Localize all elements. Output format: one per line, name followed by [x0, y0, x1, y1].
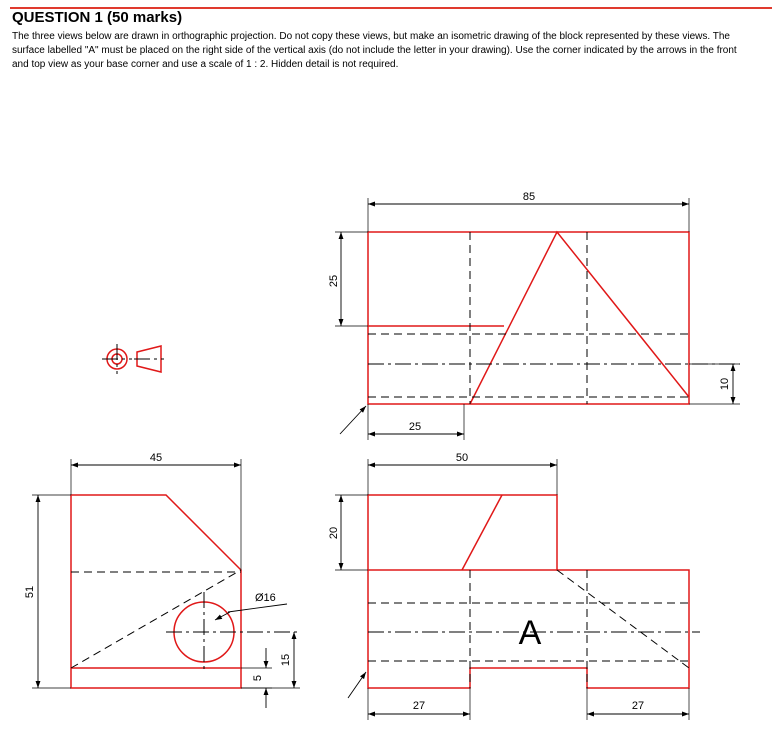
left-view: [24, 452, 300, 708]
base-corner-arrow-front: [348, 672, 366, 698]
dim-top-step: 10: [719, 377, 731, 391]
base-corner-arrow-top: [340, 406, 366, 434]
dim-base-thickness: 5: [252, 674, 264, 682]
surface-label-a: A: [518, 614, 542, 652]
dim-hole-diameter: Ø16: [255, 592, 276, 604]
dim-top-height: 25: [328, 274, 340, 288]
dim-left-foot: 27: [412, 700, 426, 712]
projection-symbol-icon: [102, 344, 164, 374]
dim-front-upper-width: 50: [455, 452, 469, 464]
top-view: [328, 191, 740, 440]
front-view-outline: [368, 495, 689, 688]
question-title: QUESTION 1 (50 marks): [12, 9, 183, 26]
dim-left-width: 45: [149, 452, 163, 464]
dim-right-foot: 27: [631, 700, 645, 712]
dim-left-height: 51: [24, 585, 36, 599]
top-view-triangle: [470, 232, 689, 404]
top-view-outline: [368, 232, 689, 404]
dim-top-width: 85: [522, 191, 536, 203]
dim-hole-height: 15: [280, 653, 292, 667]
question-instructions: The three views below are drawn in orthographic projection. Do not copy these views, but make an isometric drawing of the block represented by these views. The surface labelled "A" must be placed on the right side of the vertical axis (do not include the letter in your drawing). Use the corner indicated by the arrows in the front and top view as your base corner and use a scale of 1 : 2. Hidden detail is not required.: [12, 31, 737, 70]
front-view: [328, 452, 700, 720]
dim-front-upper-height: 20: [328, 526, 340, 540]
dim-top-offset: 25: [408, 421, 422, 433]
